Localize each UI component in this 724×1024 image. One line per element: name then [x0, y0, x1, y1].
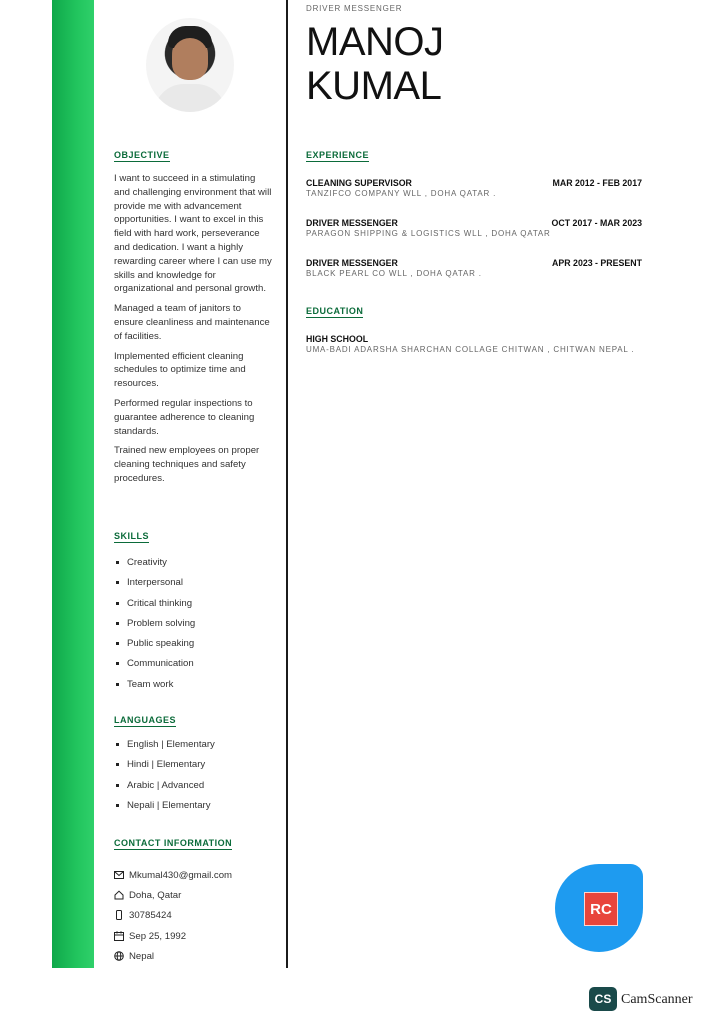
job-company: BLACK PEARL CO WLL , DOHA QATAR . — [306, 269, 482, 278]
experience-entry — [306, 258, 642, 278]
objective-section — [114, 172, 272, 492]
experience-heading: EXPERIENCE — [306, 150, 370, 160]
camscanner-logo-icon: CS — [589, 987, 617, 1011]
globe-icon — [114, 951, 124, 961]
education-school: UMA-BADI ADARSHA SHARCHAN COLLAGE CHITWAN , CHITWAN NEPAL . — [306, 345, 635, 354]
list-item: Arabic | Advanced — [114, 780, 215, 800]
objective-heading: OBJECTIVE — [114, 150, 170, 160]
job-company: PARAGON SHIPPING & LOGISTICS WLL , DOHA QATAR — [306, 229, 551, 238]
objective-paragraph: Implemented efficient cleaning schedules to optimize time and resources. — [114, 350, 246, 390]
job-role: DRIVER MESSENGER — [306, 258, 398, 268]
list-item: Public speaking — [114, 638, 195, 658]
first-name: MANOJ — [306, 20, 444, 64]
list-item: Hindi | Elementary — [114, 759, 215, 779]
job-role: DRIVER MESSENGER — [306, 218, 398, 228]
contact-birthdate: Sep 25, 1992 — [114, 931, 232, 951]
column-divider — [286, 0, 288, 968]
job-dates: MAR 2012 - FEB 2017 — [552, 178, 642, 188]
education-entry — [306, 334, 642, 354]
experience-entry — [306, 218, 642, 238]
objective-paragraph: Performed regular inspections to guarantee adherence to cleaning standards. — [114, 397, 255, 437]
education-degree: HIGH SCHOOL — [306, 334, 369, 344]
languages-heading: LANGUAGES — [114, 715, 177, 725]
list-item: Communication — [114, 658, 195, 678]
contact-phone[interactable]: 30785424 — [114, 910, 232, 930]
list-item: Problem solving — [114, 618, 195, 638]
skills-list — [114, 557, 195, 699]
skills-heading: SKILLS — [114, 531, 150, 541]
candidate-name — [306, 20, 444, 108]
list-item: English | Elementary — [114, 739, 215, 759]
list-item: Team work — [114, 679, 195, 699]
last-name: KUMAL — [306, 64, 442, 108]
recorder-badge-label: RC — [584, 892, 618, 926]
contact-heading: CONTACT INFORMATION — [114, 838, 233, 848]
languages-list — [114, 739, 215, 820]
job-company: TANZIFCO COMPANY WLL , DOHA QATAR . — [306, 189, 497, 198]
objective-paragraph: Trained new employees on proper cleaning techniques and safety procedures. — [114, 445, 260, 484]
list-item: Critical thinking — [114, 598, 195, 618]
list-item: Creativity — [114, 557, 195, 577]
list-item: Interpersonal — [114, 577, 195, 597]
job-dates: APR 2023 - PRESENT — [552, 258, 642, 268]
contact-list — [114, 870, 232, 971]
experience-entry — [306, 178, 642, 198]
calendar-icon — [114, 931, 124, 941]
contact-nationality: Nepal — [114, 951, 232, 971]
job-role: CLEANING SUPERVISOR — [306, 178, 412, 188]
profile-photo — [146, 18, 234, 112]
objective-paragraph: I want to succeed in a stimulating and challenging environment that will provide me with advancement opportunities. I want to excel in this field with hard work, perseverance and dedication. I want a highly rewarding career where I can use my skills and knowledge for organizational and personal growth. — [114, 173, 272, 295]
list-item: Nepali | Elementary — [114, 800, 215, 820]
contact-email[interactable]: Mkumal430@gmail.com — [114, 870, 232, 890]
home-icon — [114, 890, 124, 900]
objective-paragraph: Managed a team of janitors to ensure cleanliness and maintenance of facilities. — [114, 303, 270, 342]
job-dates: OCT 2017 - MAR 2023 — [551, 218, 642, 228]
mail-icon — [114, 870, 124, 880]
sidebar-accent-bar — [52, 0, 94, 968]
education-heading: EDUCATION — [306, 306, 364, 316]
contact-address: Doha, Qatar — [114, 890, 232, 910]
job-title-subtitle: DRIVER MESSENGER — [306, 4, 403, 13]
camscanner-watermark: CamScanner — [621, 992, 693, 1007]
phone-icon — [114, 910, 124, 920]
